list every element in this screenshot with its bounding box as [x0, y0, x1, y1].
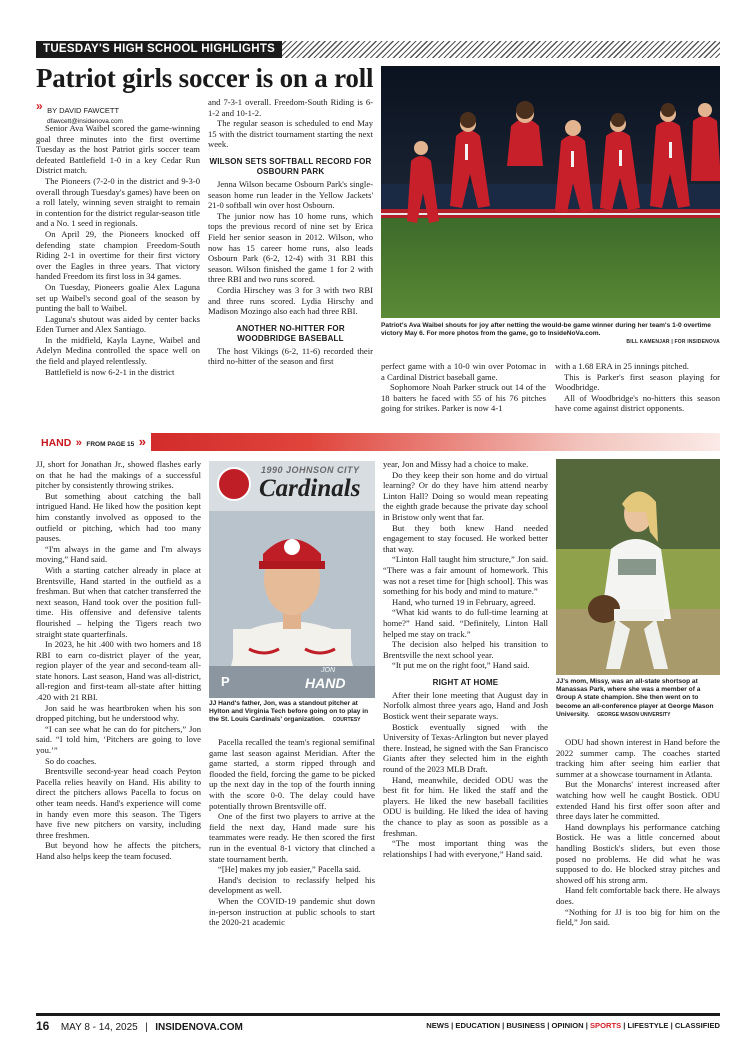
paragraph: But the Monarchs' interest increased after watching how well he caught Bostick. ODU extended Hand his first offer soon after and three days later he committed.	[556, 779, 720, 822]
soccer-photo-illustration	[381, 66, 720, 318]
paragraph: Laguna's shutout was aided by center backs Eden Turner and Alex Santiago.	[36, 313, 200, 335]
issue-date: MAY 8 - 14, 2025	[60, 1022, 138, 1033]
subhead-no-hitter: ANOTHER NO-HITTER FOR WOODBRIDGE BASEBALL	[236, 323, 345, 343]
paragraph: Jenna Wilson became Osbourn Park's single-season home run leader in the Yellow Jackets' 21-0 softball win over host Osbourn.	[208, 178, 373, 211]
paragraph: The host Vikings (6-2, 11-6) recorded their third no-hitter of the season and first	[208, 345, 373, 367]
paragraph: Bostick eventually signed with the University of Texas-Arlington but never played there. Instead, he signed with the San Francisco Giants after they selected him in the eighth round of the 2023 MLB Draft.	[383, 721, 548, 775]
player-portrait	[219, 509, 365, 674]
paragraph: Battlefield is now 6-2-1 in the district	[45, 366, 175, 377]
paragraph: So do coaches.	[45, 755, 97, 766]
paragraph: perfect game with a 10-0 win over Potomac in a Cardinal District baseball game.	[381, 361, 546, 382]
paragraph: Hand's decision to reclassify helped his development as well.	[209, 874, 375, 896]
soccer-photo-credit: BILL KAMENJAR | FOR INSIDENOVA	[626, 339, 720, 346]
footer-nav-classified[interactable]: CLASSIFIED	[674, 1021, 720, 1030]
paragraph: In the midfield, Kayla Layne, Waibel and Adelyn Medina controlled the space well on the field and played relentlessly.	[36, 334, 200, 367]
paragraph: When the COVID-19 pandemic shut down in-person instruction at public schools to start the 2020-21 academic	[209, 895, 375, 928]
subhead-softball: WILSON SETS SOFTBALL RECORD FOR OSBOURN PARK	[209, 156, 372, 176]
paragraph: and 7-3-1 overall. Freedom-South Riding is 6-1-2 and 10-1-2.	[208, 97, 373, 118]
paragraph: with a 1.68 ERA in 25 innings pitched.	[555, 361, 689, 371]
footer-nav-lifestyle[interactable]: LIFESTYLE	[627, 1021, 669, 1030]
paragraph: “Nothing for JJ is too big for him on the field,” Jon said.	[556, 906, 720, 928]
jump-from: FROM PAGE 15	[86, 441, 135, 448]
footer-nav-education[interactable]: EDUCATION	[455, 1021, 500, 1030]
paragraph: “Linton Hall taught him structure,” Jon said. “There was a fair amount of homework. This was not a reset time for [high school]. This was something for his body and mind to mature.”	[383, 554, 548, 597]
nav-separator: |	[449, 1021, 456, 1030]
paragraph: “I'm always in the game and I'm always moving,” Hand said.	[36, 543, 201, 565]
footer-nav-news[interactable]: NEWS	[426, 1021, 450, 1030]
card-team-name: Cardinals	[259, 475, 361, 502]
top-story-col-1	[36, 123, 200, 377]
top-story-col-4	[555, 361, 720, 414]
paragraph: year, Jon and Missy had a choice to make.	[383, 459, 529, 469]
paragraph: On April 29, the Pioneers knocked off defending state champion Freedom-South Riding 2-1 in overtime for their first victory over the Eagles in three years. That victory handed Freedom its first loss in 34 games.	[36, 228, 200, 282]
paragraph: But they both knew Hand needed engagement to stay focused. He worked better that way.	[383, 522, 548, 554]
nav-separator: |	[621, 1021, 628, 1030]
site-name: INSIDENOVA.COM	[155, 1022, 243, 1033]
paragraph: But something about catching the ball intrigued Hand. He liked how the position kept him constantly involved as opposed to the outfield or pitching, which had too many pauses.	[36, 490, 201, 544]
paragraph: Hand, who turned 19 in February, agreed.	[392, 596, 536, 607]
byline-author: BY DAVID FAWCETT	[47, 106, 120, 115]
footer-sections	[426, 1019, 720, 1033]
section-tag: TUESDAY'S HIGH SCHOOL HIGHLIGHTS	[36, 41, 282, 58]
nav-separator: |	[583, 1021, 590, 1030]
softball-player-illustration	[556, 459, 720, 675]
softball-photo-credit: GEORGE MASON UNIVERSITY	[597, 711, 671, 718]
softball-photo	[556, 459, 720, 675]
paragraph: In 2023, he hit .400 with two homers and 18 RBI to earn co-district player of the year, region player of the year and second-team all-state honors. Last season, Hand was all-district, all-region and first-team all-state after hitting .420 with 21 RBI.	[36, 639, 201, 703]
top-story-col-2	[208, 97, 373, 367]
paragraph: The Pioneers (7-2-0 in the district and 9-3-0 overall through Tuesday's games) have been on a roll lately, winning seven straight to remain in contention for the district regular-season title and a No. 1 seed in regionals.	[36, 175, 200, 229]
paragraph: Senior Ava Waibel scored the game-winning goal three minutes into the first overtime Tuesday as the host Patriot girls soccer team defeated Battlefield 1-0 in a key Cedar Run District match.	[36, 123, 200, 176]
paragraph: Jon said he was heartbroken when his son dropped pitching, but he understood why.	[36, 702, 201, 724]
card-last-name: HAND	[305, 675, 346, 691]
footer-nav-sports[interactable]: SPORTS	[589, 1021, 622, 1030]
paragraph: One of the first two players to arrive at the field the next day, Hand made sure his teammates were ready. He then scored the first run in the eventual 8-1 victory that clinched a state tournament berth.	[209, 811, 375, 864]
cardinal-logo-icon	[217, 467, 251, 501]
headline: Patriot girls soccer is on a roll	[36, 63, 374, 93]
paragraph: On Tuesday, Pioneers goalie Alex Laguna set up Waibel's second goal of the season by punting the ball to Waibel.	[36, 281, 200, 314]
card-year-team: 1990 JOHNSON CITY	[261, 465, 360, 475]
hand-col-2	[209, 737, 375, 928]
softball-photo-caption: JJ's mom, Missy, was an all-state shortsop at Manassas Park, where she was a member of a Group A state champion. She then went on to become an all-conference player at George Mason University. GEORGE MASON UNIVERSITY	[556, 678, 714, 718]
paragraph: “The most important thing was the relationships I had with everyone,” Hand said.	[383, 838, 548, 859]
hand-col-4	[556, 737, 720, 928]
paragraph: The regular season is scheduled to end May 15 with the district tournament starting the next week.	[208, 118, 373, 150]
paragraph: “What kid wants to do full-time learning at home?” Hand said. “Definitely, Linton Hall helped me stay on track.”	[383, 607, 548, 639]
paragraph: JJ, short for Jonathan Jr., showed flashes early on that he had the makings of a successful pitcher by consistently throwing strikes.	[36, 459, 201, 491]
baseball-card-credit: COURTESY	[332, 717, 361, 724]
paragraph: The junior now has 10 home runs, which tops the previous record of nine set by Erica Field her senior season in 2012. Wilson, who now has 15 career home runs, also leads Osbourn Park (6-2, 12-4) with 31 RBI this season. Wilson finished the game 1 for 2 with three RBI and two runs scored.	[208, 210, 373, 285]
baseball-card-caption: JJ Hand's father, Jon, was a standout pitcher at Hylton and Virginia Tech before going on to play in the St. Louis Cardinals' organization. COURTESY	[209, 700, 369, 724]
nav-separator: |	[668, 1021, 675, 1030]
soccer-photo-caption: Patriot's Ava Waibel shouts for joy after netting the would-be game winner during her team's 1-0 overtime victory May 6. For more photos from the game, go to InsideNoVa.com. BILL KAMENJAR | FOR INSIDENOVA	[381, 322, 720, 346]
paragraph: All of Woodbridge's no-hitters this season have come against district opponents.	[555, 392, 720, 414]
hand-col-3	[383, 459, 548, 859]
card-pos: P	[221, 674, 230, 689]
byline-chevron-icon: »	[36, 99, 43, 113]
jump-label: HAND	[41, 437, 72, 449]
footer-nav-opinion[interactable]: OPINION	[551, 1021, 584, 1030]
paragraph: The decision also helped his transition to Brentsville the next school year.	[383, 639, 548, 660]
footer-rule	[36, 1013, 720, 1016]
nav-separator: |	[545, 1021, 552, 1030]
paragraph: Do they keep their son home and do virtual learning? Or do they have him attend nearby Linton Hall? Doing so would mean repeating the eighth grade because the private day school in Bristow only went that far.	[383, 469, 548, 522]
byline-email: dfawcett@insidenova.com	[47, 118, 123, 125]
baseball-card-photo	[209, 461, 375, 698]
paragraph: But beyond how he affects the pitchers, Hand also helps keep the team focused.	[36, 840, 201, 861]
paragraph: Hand felt comfortable back there. He always does.	[556, 885, 720, 906]
nav-separator: |	[499, 1021, 507, 1030]
paragraph: “I can see what he can do for pitchers,” Jon said. “I told him, ‘Pitchers are going to love you.’”	[36, 723, 201, 756]
card-first-name: JON	[321, 667, 335, 674]
paragraph: Pacella recalled the team's regional semifinal game last season against Meridian. After the game started, a storm ripped through and flooded the field, forcing the game to be picked up the next day in the top of the fourth inning with the score 0-0. The delay could have potentially thrown Brentsville off.	[209, 737, 375, 811]
paragraph: After their lone meeting that August day in Norfolk almost three years ago, Hand and Josh Bostick went their separate ways.	[383, 689, 548, 722]
paragraph: “It put me on the right foot,” Hand said.	[392, 660, 530, 671]
jump-chevron-icon-2: »	[138, 434, 146, 449]
paragraph: Brentsville second-year head coach Peyton Pacella relies heavily on Hand. His ability to direct the pitchers allows Pacella to focus on other team needs. Hand's experience will come in handy even more this season. The Tigers have five new pitchers on varsity, including three freshmen.	[36, 766, 201, 840]
jump-label-box	[36, 433, 151, 451]
paragraph: Cordia Hirschey was 3 for 3 with two RBI and three runs scored. Lydia Hirschy and Madison Mozingo also each had three RBI.	[208, 284, 373, 317]
paragraph: With a starting catcher already in place at Brentsville, Hand started in the outfield as a freshman. But when that catcher transferred the next season, Hand took over the position full-time. His offensive and defensive talents flourished – helping the Tigers reach two straight state quarterfinals.	[36, 564, 201, 639]
footer-nav-business[interactable]: BUSINESS	[506, 1021, 546, 1030]
paragraph: ODU had shown interest in Hand before the 2022 summer camp. The coaches started tracking him after seeing him earlier that summer at a showcase tournament in Atlanta.	[556, 737, 720, 779]
paragraph: Hand, meanwhile, decided ODU was the best fit for him. He liked the staff and the players. He liked the new baseball facilities ODU is building. He liked the idea of having the chance to play as soon as possible as a freshman.	[383, 774, 548, 838]
soccer-photo	[381, 66, 720, 318]
paragraph: Sophomore Noah Parker struck out 14 of the 18 batters he faced with 55 of his 76 pitches going for strikes. Parker is now 4-1	[381, 382, 546, 414]
top-story-col-3	[381, 361, 546, 414]
footer-left: 16 MAY 8 - 14, 2025 | INSIDENOVA.COM	[36, 1019, 243, 1033]
page-number: 16	[36, 1019, 50, 1033]
paragraph: “[He] makes my job easier,” Pacella said.	[218, 864, 361, 875]
paragraph: Hand downplays his performance catching Bostick. He was a little concerned about handling Bostick's sliders, but even those posed no problems. He did what he was supposed to do. He blocked stray pitches and showed off his strong arm.	[556, 821, 720, 885]
subhead-right-at-home: RIGHT AT HOME	[432, 677, 499, 687]
hand-col-1	[36, 459, 201, 862]
paragraph: This is Parker's first season playing for Woodbridge.	[555, 371, 720, 393]
jump-chevron-icon: »	[75, 437, 82, 449]
